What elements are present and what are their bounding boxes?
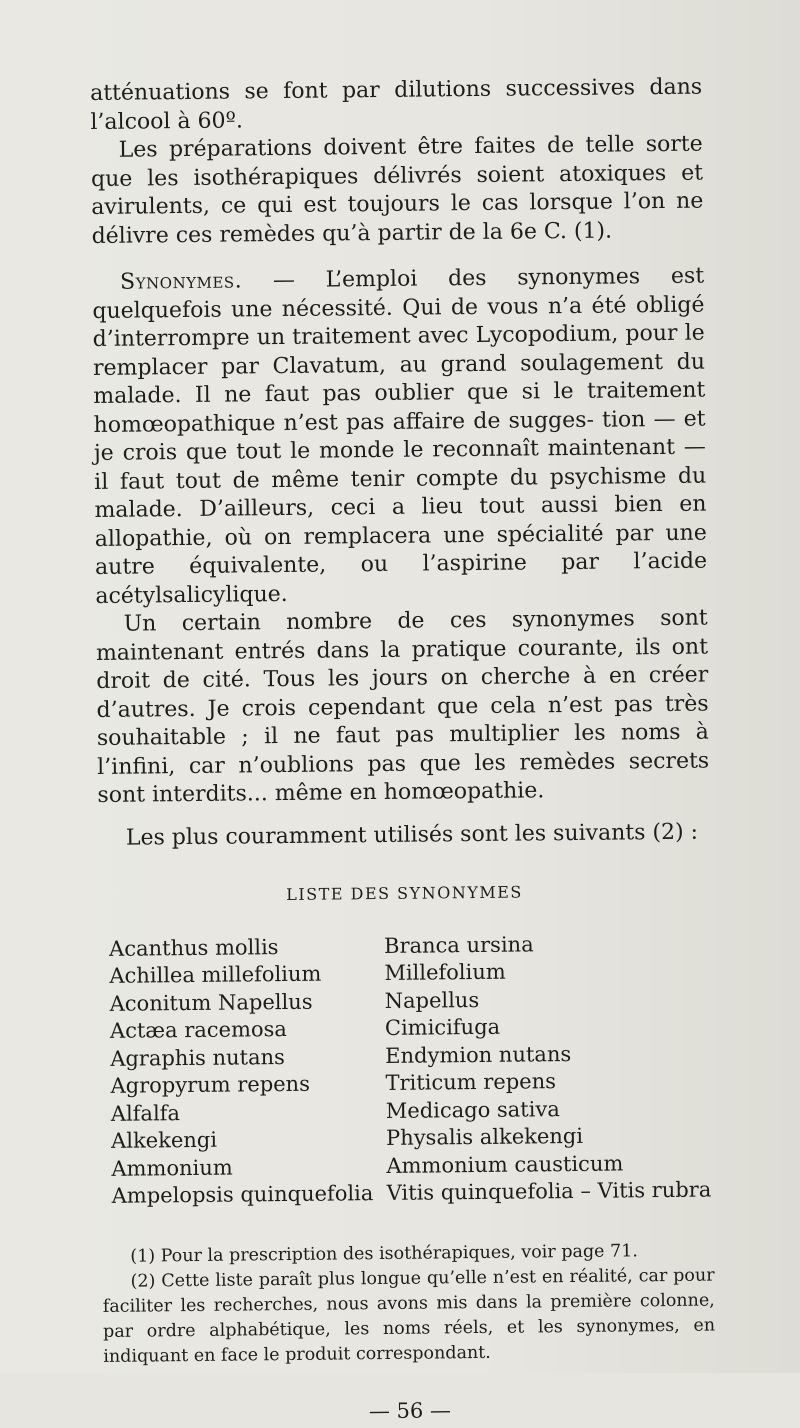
remedy-synonym: Triticum repens <box>385 1069 557 1095</box>
footnotes <box>102 1238 715 1369</box>
remedy-synonym: Cimicifuga <box>384 1014 501 1040</box>
paragraph-synonymes <box>92 263 708 611</box>
synonym-table <box>109 929 724 1210</box>
remedy-synonym: Ammonium causticum <box>386 1150 624 1178</box>
footnote-1: (1) Pour la prescription des isothérapiques, voir page 71. <box>130 1240 638 1267</box>
footnote-2: (2) Cette liste paraît plus longue qu’elle n’est en réalité, car pour faciliter les recherches, nous avons mis dans la première colonne, par ordre alphabétique, les noms réels, et les synonymes, en indiquant en face le produit correspondant. <box>102 1265 716 1367</box>
remedy-synonym: Endymion nutans <box>385 1041 572 1068</box>
remedy-name: Agraphis nutans <box>110 1044 285 1071</box>
paragraph-usage: Un certain nombre de ces synonymes sont maintenant entrés dans la pratique courante, ils ont droit de cité. Tous les jours on cherche à en créer d’autres. Je crois cependant que cela n’est pas très souhaitable ; il ne faut pas multiplier les noms à l’infini, car n’oublions pas que les remèdes secrets sont interdits... même en homœopathie. <box>95 605 710 808</box>
remedy-name: Alfalfa <box>110 1100 181 1126</box>
remedy-synonym: Napellus <box>384 987 480 1013</box>
paragraph-continuation: atténuations se font par dilutions successives dans l’alcool à 60º. <box>90 74 703 135</box>
remedy-synonym: Branca ursina <box>383 931 534 958</box>
remedy-synonym: Medicago sativa <box>385 1096 560 1123</box>
remedy-name: Alkekengi <box>110 1127 218 1153</box>
remedy-synonym: Vitis quinquefolia – Vitis rubra <box>386 1177 712 1205</box>
remedy-name: Achillea millefolium <box>109 961 322 988</box>
remedy-name: Ammonium <box>111 1155 233 1181</box>
remedy-name: Ampelopsis quinquefolia <box>111 1181 374 1208</box>
paragraph-preparations: Les préparations doivent être faites de telle sorte que les isothérapiques délivrés soient atoxiques et avirulents, ce qui est toujours le cas lorsque l’on ne délivre ces remèdes qu’à partir de la 6e C. (1). <box>90 131 704 249</box>
remedy-synonym: Physalis alkekengi <box>385 1123 584 1150</box>
remedy-name: Agropyrum repens <box>110 1071 311 1098</box>
table-row <box>112 1176 724 1210</box>
remedy-name: Aconitum Napellus <box>109 989 313 1016</box>
remedy-synonym: Millefolium <box>384 959 506 985</box>
remedy-name: Actæa racemosa <box>109 1016 287 1043</box>
section-heading-synonymes: Synonymes. <box>119 268 243 295</box>
page-number: — 56 — <box>368 1397 452 1423</box>
list-heading: LISTE DES SYNONYMES <box>286 882 523 904</box>
remedy-name: Acanthus mollis <box>108 934 279 961</box>
paragraph-synonymes-body: — L’emploi des synonymes est quelquefois une nécessité. Qui de vous n’a été obligé d’interrompre un traitement avec Lycopodium, pour le remplacer par Clavatum, au grand soulagement du malade. Il ne faut pas oublier que si le traitement homœopathique n’est pas affaire de sugges- tion — et je crois que tout le monde le reconnaît maintenant — il faut tout de même tenir compte du psychisme du malade. D’ailleurs, ceci a lieu tout aussi bien en allopathie, où on remplacera une spécialité par une autre équivalente, ou l’aspirine par l’acide acétylsalicylique. <box>92 263 708 609</box>
paragraph-list-intro: Les plus couramment utilisés sont les suivants (2) : <box>125 819 699 851</box>
page-text-block <box>90 74 716 1428</box>
